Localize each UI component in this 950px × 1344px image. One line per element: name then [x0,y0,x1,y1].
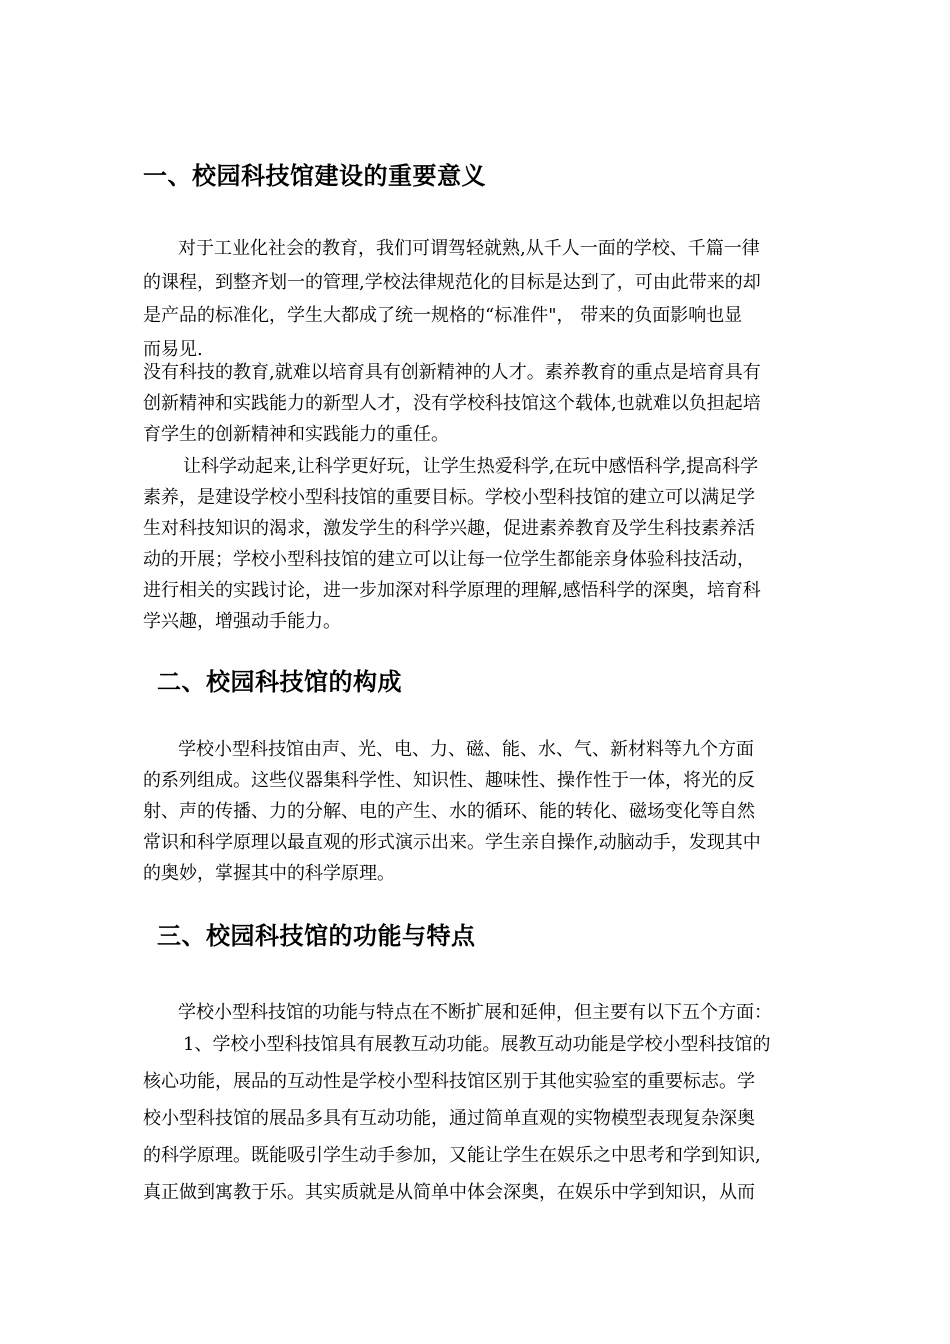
paragraph-line: 1、学校小型科技馆具有展教互动功能。展教互动功能是学校小型科技馆的 [183,1034,771,1055]
section-3-heading: 三、校园科技馆的功能与特点 [157,922,476,950]
paragraph-line: 而易见. [143,338,203,360]
section-2-heading: 二、校园科技馆的构成 [157,668,402,696]
paragraph-line: 常识和科学原理以最直观的形式演示出来。学生亲自操作,动脑动手，发现其中 [143,832,761,853]
paragraph-line: 让科学动起来,让科学更好玩，让学生热爱科学,在玩中感悟科学,提高科学 [183,456,759,477]
section-1-paragraph-2 [143,357,808,450]
section-3-paragraph-2 [143,1026,808,1211]
paragraph-line: 是产品的标准化，学生大都成了统一规格的“标准件"， 带来的负面影响也显 [143,305,743,326]
paragraph-line: 学校小型科技馆由声、光、电、力、磁、能、水、气、新材料等九个方面 [178,739,754,760]
paragraph-line: 校小型科技馆的展品多具有互动功能，通过简单直观的实物模型表现复杂深奥 [143,1108,755,1129]
section-1-paragraph-3 [143,451,808,637]
section-2-paragraph-1 [143,734,808,889]
paragraph-line: 素养，是建设学校小型科技馆的重要目标。学校小型科技馆的建立可以满足学 [143,487,755,508]
paragraph-line: 动的开展；学校小型科技馆的建立可以让每一位学生都能亲身体验科技活动， [143,549,755,570]
paragraph-line: 对于工业化社会的教育，我们可谓驾轻就熟,从千人一面的学校、千篇一律 [178,238,760,259]
paragraph-line: 学兴趣，增强动手能力。 [143,611,341,632]
paragraph-line: 进行相关的实践讨论，进一步加深对科学原理的理解,感悟科学的深奥，培育科 [143,580,761,601]
paragraph-line: 的奥妙，掌握其中的科学原理。 [143,863,395,884]
paragraph-line: 学校小型科技馆的功能与特点在不断扩展和延伸，但主要有以下五个方面： [178,1002,772,1023]
paragraph-line: 生对科技知识的渴求，激发学生的科学兴趣，促进素养教育及学生科技素养活 [143,518,755,539]
paragraph-line: 真正做到寓教于乐。其实质就是从简单中体会深奥，在娱乐中学到知识，从而 [143,1182,755,1203]
paragraph-line: 的课程，到整齐划一的管理,学校法律规范化的目标是达到了，可由此带来的却 [143,271,761,293]
section-1-heading: 一、校园科技馆建设的重要意义 [143,162,486,190]
paragraph-line: 的科学原理。既能吸引学生动手参加，又能让学生在娱乐之中思考和学到知识, [143,1145,761,1166]
paragraph-line: 创新精神和实践能力的新型人才，没有学校科技馆这个载体,也就难以负担起培 [143,393,761,414]
paragraph-line: 没有科技的教育,就难以培育具有创新精神的人才。素养教育的重点是培育具有 [143,362,761,383]
paragraph-line: 射、声的传播、力的分解、电的产生、水的循环、能的转化、磁场变化等自然 [143,801,755,822]
paragraph-line: 的系列组成。这些仪器集科学性、知识性、趣味性、操作性于一体，将光的反 [143,770,755,791]
paragraph-line: 育学生的创新精神和实践能力的重任。 [143,424,449,445]
paragraph-line: 核心功能，展品的互动性是学校小型科技馆区别于其他实验室的重要标志。学 [143,1071,755,1092]
section-1-paragraph-1 [143,232,808,366]
